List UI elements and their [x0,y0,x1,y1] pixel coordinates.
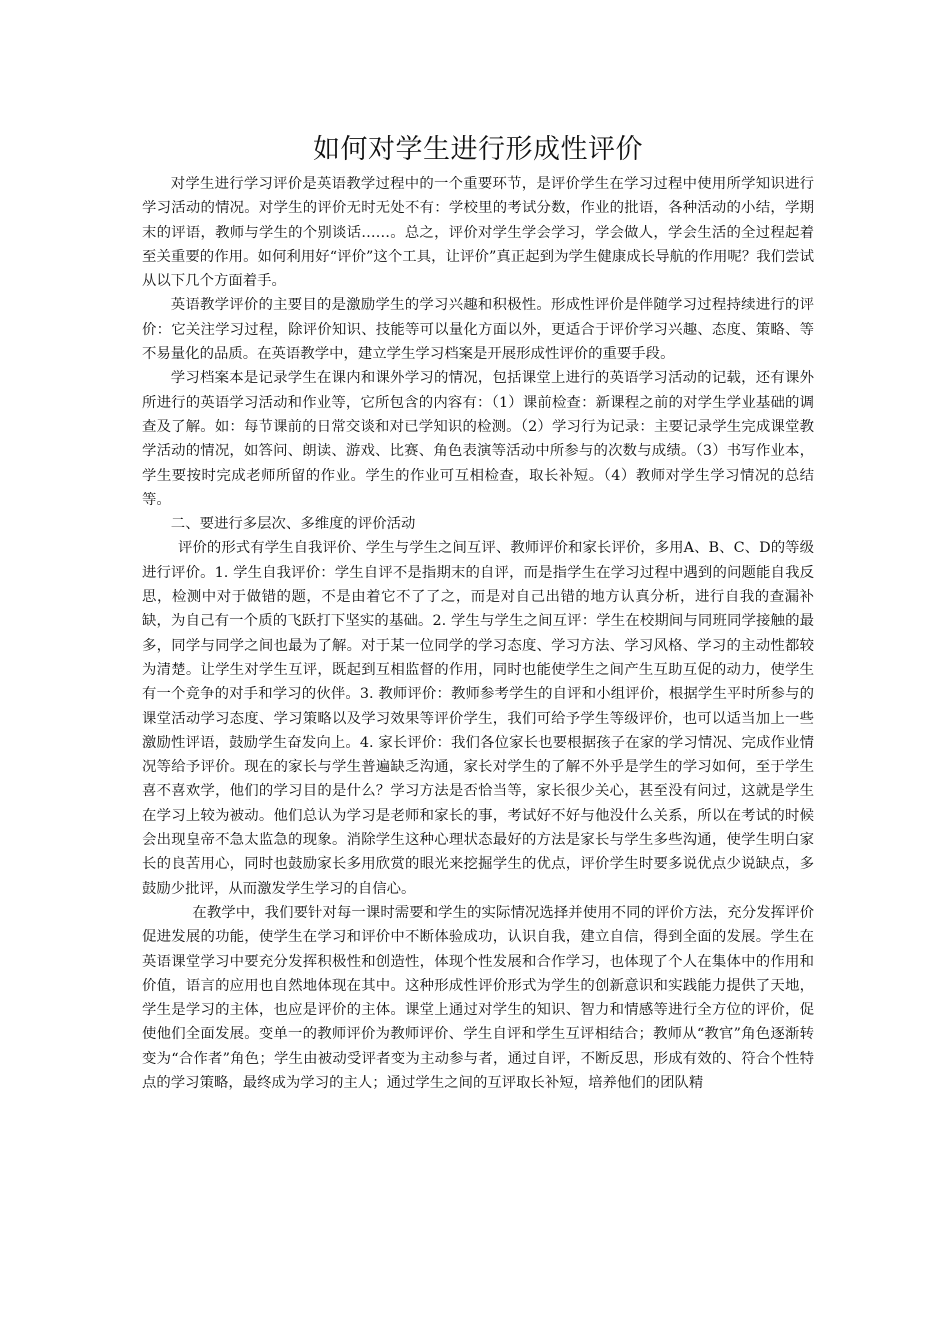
paragraph-purpose: 英语教学评价的主要目的是激励学生的学习兴趣和积极性。形成性评价是伴随学习过程持续进行的评价：它关注学习过程，除评价知识、技能等可以量化方面以外，更适合于评价学习兴趣、态度、策略、等不易量化的品质。在英语教学中，建立学生学习档案是开展形成性评价的重要手段。 [142,297,814,363]
document-page [142,130,814,1095]
section-heading: 二、要进行多层次、多维度的评价活动 [170,516,416,533]
paragraph-teaching: 在教学中，我们要针对每一课时需要和学生的实际情况选择并使用不同的评价方法，充分发挥评价促进发展的功能，使学生在学习和评价中不断体验成功，认识自我，建立自信，得到全面的发展。学生在英语课堂学习中要充分发挥积极性和创造性，体现个性发展和合作学习，也体现了个人在集体中的作用和价值，语言的应用也自然地体现在其中。这种形成性评价形式为学生的创新意识和实践能力提供了天地，学生是学习的主体，也应是评价的主体。课堂上通过对学生的知识、智力和情感等进行全方位的评价，促使他们全面发展。变单一的教师评价为教师评价、学生自评和学生互评相结合；教师从“教官”角色逐渐转变为“合作者”角色；学生由被动受评者变为主动参与者，通过自评，不断反思，形成有效的、符合个性特点的学习策略，最终成为学习的主人；通过学生之间的互评取长补短，培养他们的团队精 [142,904,814,1091]
document-title: 如何对学生进行形成性评价 [313,134,643,165]
paragraph-intro: 对学生进行学习评价是英语教学过程中的一个重要环节，是评价学生在学习过程中使用所学知识进行学习活动的情况。对学生的评价无时无处不有：学校里的考试分数，作业的批语，各种活动的小结，学期末的评语，教师与学生的个别谈话……。总之，评价对学生学会学习，学会做人，学会生活的全过程起着至关重要的作用。如何利用好“评价”这个工具，让评价”真正起到为学生健康成长导航的作用呢？我们尝试从以下几个方面着手。 [142,176,814,290]
paragraph-portfolio: 学习档案本是记录学生在课内和课外学习的情况，包括课堂上进行的英语学习活动的记载，还有课外所进行的英语学习活动和作业等，它所包含的内容有：（1）课前检查：新课程之前的对学生学业基础的调查及了解。如：每节课前的日常交谈和对已学知识的检测。（2）学习行为记录：主要记录学生完成课堂教学活动的情况，如答问、朗读、游戏、比赛、角色表演等活动中所参与的次数与成绩。（3）书写作业本，学生要按时完成老师所留的作业。学生的作业可互相检查，取长补短。（4）教师对学生学习情况的总结等。 [142,370,814,508]
paragraph-evaluation-forms: 评价的形式有学生自我评价、学生与学生之间互评、教师评价和家长评价，多用A、B、C、D的等级进行评价。1. 学生自我评价：学生自评不是指期末的自评，而是指学生在学习过程中遇到的问题能自我反思，检测中对于做错的题，不是由着它不了了之，而是对自己出错的地方认真分析，进行自我的查漏补缺，为自己有一个质的飞跃打下坚实的基础。2. 学生与学生之间互评：学生在校期间与同班同学接触的最多，同学与同学之间也最为了解。对于某一位同学的学习态度、学习方法、学习风格、学习的主动性都较为清楚。让学生对学生互评，既起到互相监督的作用，同时也能使学生之间产生互助互促的动力，使学生有一个竞争的对手和学习的伙伴。3. 教师评价：教师参考学生的自评和小组评价，根据学生平时所参与的课堂活动学习态度、学习策略以及学习效果等评价学生，我们可给予学生等级评价，也可以适当加上一些激励性评语，鼓励学生奋发向上。4. 家长评价：我们各位家长也要根据孩子在家的学习情况、完成作业情况等给予评价。现在的家长与学生普遍缺乏沟通，家长对学生的了解不外乎是学生的学习如何，至于学生喜不喜欢学，他们的学习目的是什么？学习方法是否恰当等，家长很少关心，甚至没有问过，这就是学生在学习上较为被动。他们总认为学习是老师和家长的事，考试好不好与他没什么关系，所以在考试的时候会出现皇帝不急太监急的现象。消除学生这种心理状态最好的方法是家长与学生多些沟通，使学生明白家长的良苦用心，同时也鼓励家长多用欣赏的眼光来挖掘学生的优点，评价学生时要多说优点少说缺点，多鼓励少批评，从而激发学生学习的自信心。 [142,540,814,897]
